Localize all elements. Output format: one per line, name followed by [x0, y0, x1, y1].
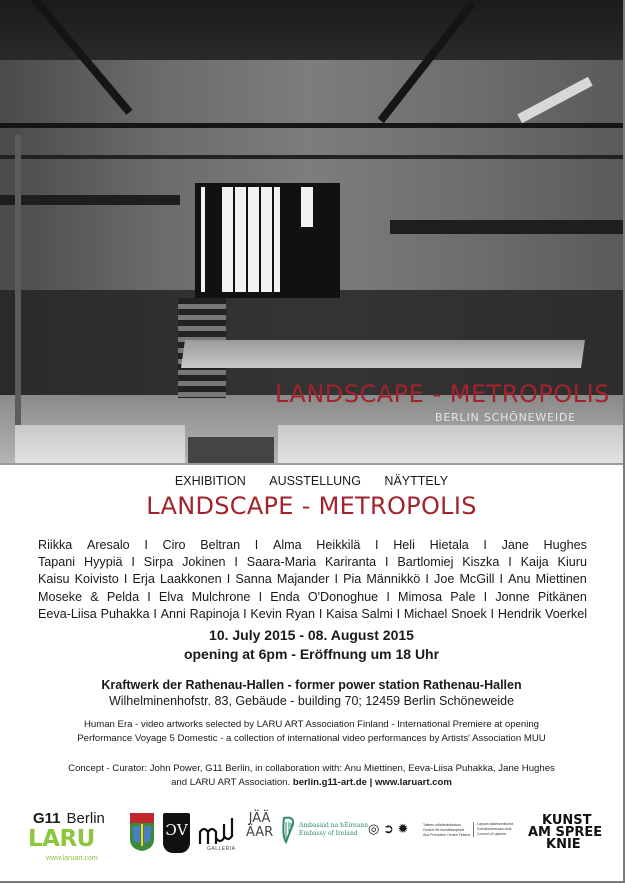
language-labels	[0, 474, 623, 488]
separator: I	[483, 538, 487, 552]
laru-logo: LARU	[28, 826, 95, 852]
artist-name-part: Jonne	[495, 589, 530, 604]
website-links[interactable]: berlin.g11-art.de | www.laruart.com	[292, 777, 452, 788]
program-line-performance-voyage: Performance Voyage 5 Domestic - a collection of international video performances by Artists' Association MUU	[77, 733, 546, 744]
separator: I	[396, 606, 401, 621]
artist-name-part: Puhakka	[100, 606, 150, 621]
artist-name-part: Eeva-Liisa	[38, 606, 97, 621]
program-line-human-era: Human Era - video artworks selected by LARU ART Association Finland - International Premiere at opening	[83, 719, 540, 730]
photo-slab	[15, 425, 185, 463]
artist-name-part: Koivisto	[74, 572, 119, 587]
separator: I	[318, 606, 323, 621]
artist-name-part: Salmi	[361, 606, 393, 621]
photo-window	[195, 183, 340, 298]
separator: I	[131, 555, 135, 570]
artist-name-part: Kiuru	[557, 555, 587, 570]
venue-info	[0, 677, 623, 709]
artist-name-part: Heikkilä	[316, 538, 361, 552]
artist-name-part: Kiszka	[462, 555, 500, 570]
artist-name-part: Tapani	[38, 555, 76, 570]
artist-name-part: Sanna	[235, 572, 272, 587]
curator-line: Concept - Curator: John Power, G11 Berlin, in collaboration with: Anu Miettinen, Eeva-Liisa Puhakka, Jane Hughes	[68, 763, 555, 774]
artist-name-part: Saara-Maria	[246, 555, 317, 570]
photo-gantry	[0, 195, 180, 205]
artist-line	[38, 571, 587, 588]
artist-name-part: Sirpa	[143, 555, 174, 570]
embassy-of-ireland-logo: Ambasáid na hÉireann Embassy of Ireland	[299, 822, 368, 837]
artist-name-part: Moseke	[38, 589, 83, 604]
artist-name-part: Enda	[270, 589, 300, 604]
muu-label: GALLERIA	[207, 846, 236, 852]
separator: I	[425, 572, 429, 587]
separator: I	[334, 572, 338, 587]
separator: I	[499, 572, 504, 587]
artist-name-part: Hietala	[429, 538, 469, 552]
jaa-aar-logo: JÄÄ ÄAR	[246, 811, 274, 840]
arts-promotion-symbols-icon: ◎ ➲ ✹	[368, 821, 409, 836]
artist-name-part: Mimosa	[398, 589, 443, 604]
artist-line	[38, 537, 587, 554]
artist-name-part: Kariranta	[324, 555, 377, 570]
photo-title: LANDSCAPE - METROPOLIS	[275, 380, 610, 408]
photo-subtitle: BERLIN SCHÖNEWEIDE	[435, 411, 576, 424]
artist-name-part: Hyypiä	[84, 555, 123, 570]
artist-name-part: Anu	[508, 572, 531, 587]
separator: I	[243, 606, 247, 621]
artist-name-part: Kaija	[520, 555, 549, 570]
photo-pipe	[0, 123, 623, 128]
g11-berlin-logo: G11 Berlin	[33, 810, 105, 827]
artist-name-part: Ryan	[285, 606, 316, 621]
photo-gantry	[390, 220, 623, 234]
muu-galleria-logo	[198, 816, 236, 846]
artist-name-part: Hendrik	[497, 606, 542, 621]
venue-address: Wilhelminenhofstr. 83, Gebäude - building 70; 12459 Berlin Schöneweide	[108, 694, 515, 708]
district-crest-icon	[129, 813, 155, 851]
credits	[0, 762, 623, 790]
artist-name-part: Männikkö	[366, 572, 421, 587]
artist-name-part: Erja	[132, 572, 155, 587]
exhibition-dates	[0, 626, 623, 664]
label-nayttely: NÄYTTELY	[384, 474, 449, 488]
irish-harp-icon	[281, 816, 295, 844]
separator: I	[234, 555, 238, 570]
artist-name-part: Laakkonen	[159, 572, 222, 587]
arts-council-text: Lapuan taidetoimikunta Konstkommission Arts Council of Lapland	[473, 822, 519, 837]
exhibition-title: LANDSCAPE - METROPOLIS	[146, 492, 477, 520]
artist-name-part: O'Donoghue	[307, 589, 379, 604]
separator: I	[384, 555, 389, 570]
artist-name-part: Heli	[393, 538, 415, 552]
artist-line	[38, 554, 587, 571]
separator: I	[254, 538, 259, 552]
kunst-am-spree-knie-logo: KUNST AM SPREE KNIE	[528, 813, 603, 852]
artist-name-part: Aresalo	[86, 538, 130, 552]
artist-name-part: Majander	[276, 572, 330, 587]
venue-name: Kraftwerk der Rathenau-Hallen - former power station Rathenau-Hallen	[101, 678, 522, 692]
lv-logo: ƆV	[163, 813, 190, 853]
photo-slab	[278, 425, 623, 463]
separator: I	[123, 572, 128, 587]
credits-line-2	[0, 776, 623, 790]
separator: I	[375, 538, 379, 552]
artist-name-part: &	[90, 589, 99, 604]
artist-name-part: Pale	[450, 589, 476, 604]
artist-name-part: Kaisu	[38, 572, 70, 587]
label-ausstellung: AUSSTELLUNG	[269, 474, 361, 488]
artist-name-part: Kaisa	[326, 606, 358, 621]
photo-pipe	[0, 155, 623, 159]
artist-name-part: Pitkänen	[537, 589, 587, 604]
separator: I	[386, 589, 390, 604]
artist-name-part: Jokinen	[182, 555, 226, 570]
arts-promotion-centre-text: Taiteen edistämiskeskus Centret för konstfrämjande Arts Promotion Centre Finland	[423, 823, 471, 837]
separator: I	[147, 589, 151, 604]
separator: I	[483, 589, 488, 604]
label-exhibition: EXHIBITION	[174, 474, 246, 488]
artist-list	[38, 537, 587, 623]
artist-name-part: Miettinen	[535, 572, 587, 587]
artist-name-part: Joe	[434, 572, 455, 587]
artist-name-part: Snoek	[451, 606, 487, 621]
artist-name-part: Rapinoja	[189, 606, 240, 621]
opening-time: opening at 6pm - Eröffnung um 18 Uhr	[183, 646, 440, 662]
artist-name-part: Mulchrone	[191, 589, 251, 604]
separator: I	[153, 606, 157, 621]
artist-name-part: Pelda	[106, 589, 140, 604]
artist-name-part: Kevin	[250, 606, 282, 621]
credits-prefix: and LARU ART Association.	[171, 777, 291, 788]
artist-name-part: Ciro	[162, 538, 186, 552]
artist-name-part: Michael	[403, 606, 448, 621]
photo-column	[15, 135, 21, 465]
artist-line	[38, 606, 587, 623]
artist-name-part: Beltran	[200, 538, 241, 552]
artist-name-part: Hughes	[543, 538, 587, 552]
artist-name-part: Bartlomiej	[397, 555, 454, 570]
laru-url: www.laruart.com	[46, 855, 98, 862]
date-range: 10. July 2015 - 08. August 2015	[209, 627, 414, 643]
separator: I	[490, 606, 495, 621]
artist-line	[38, 589, 587, 606]
separator: I	[226, 572, 231, 587]
photo-platform	[181, 340, 585, 368]
separator: I	[144, 538, 148, 552]
artist-name-part: Riikka	[38, 538, 73, 552]
artist-name-part: McGill	[459, 572, 495, 587]
artist-name-part: Voerkel	[544, 606, 587, 621]
artist-name-part: Alma	[272, 538, 302, 552]
artist-name-part: Anni	[160, 606, 186, 621]
separator: I	[258, 589, 263, 604]
program-info	[0, 718, 623, 746]
artist-name-part: Elva	[158, 589, 184, 604]
photo-slab	[188, 437, 274, 463]
artist-name-part: Pia	[343, 572, 362, 587]
artist-name-part: Jane	[501, 538, 529, 552]
separator: I	[508, 555, 512, 570]
